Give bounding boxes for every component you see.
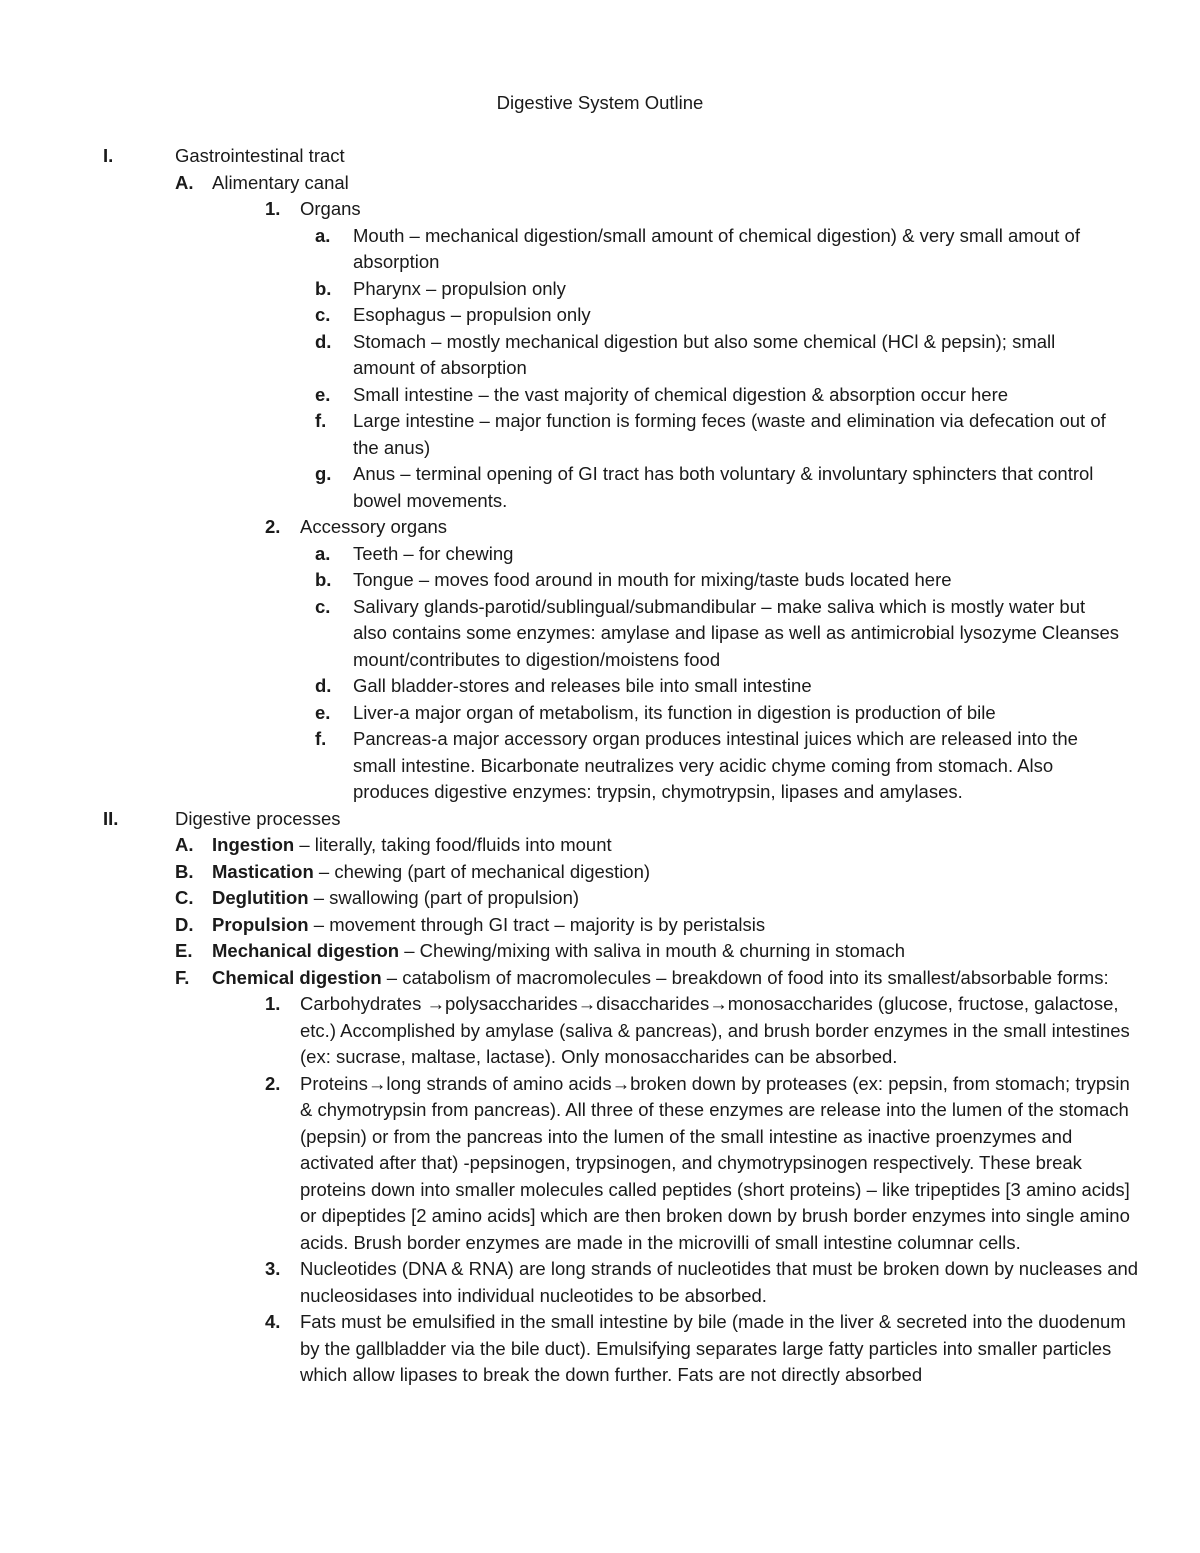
outline-marker: b. bbox=[315, 569, 332, 590]
outline-text bbox=[212, 859, 1140, 886]
outline-item-level-2 bbox=[0, 832, 1200, 859]
outline-definition: – literally, taking food/fluids into mount bbox=[294, 834, 612, 855]
outline-text: Alimentary canal bbox=[212, 171, 349, 193]
outline-item-level-4 bbox=[0, 567, 1200, 594]
outline-text: Mouth – mechanical digestion/small amount of chemical digestion) & very small amout of absorption bbox=[353, 224, 1080, 272]
outline-text: Large intestine – major function is forming feces (waste and elimination via defecation out of the anus) bbox=[353, 410, 1106, 458]
outline-marker: 1. bbox=[265, 993, 281, 1014]
outline-term: Propulsion bbox=[212, 913, 309, 935]
outline-text: Accessory organs bbox=[300, 516, 448, 537]
outline-item-level-4 bbox=[0, 700, 1200, 727]
outline-marker: 1. bbox=[265, 198, 281, 219]
outline-marker: A. bbox=[175, 171, 194, 193]
outline-item-level-2 bbox=[0, 965, 1200, 992]
outline-item-level-3 bbox=[0, 514, 1200, 541]
outline-marker: F. bbox=[175, 966, 190, 988]
outline-definition: – chewing (part of mechanical digestion) bbox=[313, 860, 651, 882]
outline-text: Digestive processes bbox=[175, 807, 341, 829]
outline-item-level-2 bbox=[0, 170, 1200, 197]
outline-item-level-2 bbox=[0, 912, 1200, 939]
outline-item-level-1 bbox=[0, 806, 1200, 833]
outline-item-level-4 bbox=[0, 276, 1200, 303]
outline-text: Pancreas-a major accessory organ produces intestinal juices which are released into the small intestine. Bicarbonate neutralizes very acidic chyme coming from stomach. Also produces digestive enzymes: trypsin, chymotrypsin, lipases and amylases. bbox=[353, 728, 1078, 802]
outline-text: Carbohydrates →polysaccharides→disaccharides→monosaccharides (glucose, fructose, galactose, etc.) Accomplished by amylase (saliva & pancreas), and brush border enzymes in the small intestines (ex: sucrase, maltase, lactase). Only monosaccharides can be absorbed. bbox=[300, 993, 1130, 1067]
outline-definition: – catabolism of macromolecules – breakdown of food into its smallest/absorbable forms: bbox=[381, 966, 1109, 988]
outline-marker: A. bbox=[175, 834, 194, 855]
outline-marker: c. bbox=[315, 304, 331, 325]
outline-marker: a. bbox=[315, 542, 331, 564]
outline-text: Pharynx – propulsion only bbox=[353, 277, 566, 299]
outline-item-level-4 bbox=[0, 408, 1200, 461]
outline-text: Small intestine – the vast majority of chemical digestion & absorption occur here bbox=[353, 383, 1009, 405]
outline-term: Mastication bbox=[212, 860, 314, 882]
document-title: Digestive System Outline bbox=[496, 92, 704, 113]
outline-marker: 2. bbox=[265, 516, 281, 537]
outline-marker: d. bbox=[315, 675, 332, 696]
outline-text: Esophagus – propulsion only bbox=[353, 304, 591, 325]
outline-marker: I. bbox=[103, 145, 114, 166]
outline-definition: – movement through GI tract – majority is by peristalsis bbox=[308, 913, 766, 935]
outline-item-level-4 bbox=[0, 541, 1200, 568]
outline-term: Chemical digestion bbox=[212, 966, 382, 988]
outline-marker: d. bbox=[315, 330, 332, 352]
outline-term: Mechanical digestion bbox=[212, 940, 400, 961]
outline-marker: e. bbox=[315, 701, 331, 723]
outline-item-level-4 bbox=[0, 329, 1200, 382]
outline-item-level-3 bbox=[0, 1309, 1200, 1389]
outline-marker: a. bbox=[315, 224, 331, 246]
outline-item-level-4 bbox=[0, 223, 1200, 276]
outline-item-level-3 bbox=[0, 196, 1200, 223]
outline-item-level-4 bbox=[0, 594, 1200, 674]
outline-marker: f. bbox=[315, 728, 327, 749]
outline-item-level-4 bbox=[0, 302, 1200, 329]
outline-text bbox=[212, 885, 1140, 912]
outline-item-level-1 bbox=[0, 143, 1200, 170]
outline-item-level-3 bbox=[0, 1071, 1200, 1257]
outline-item-level-4 bbox=[0, 461, 1200, 514]
outline-marker: b. bbox=[315, 277, 332, 299]
outline-marker: 4. bbox=[265, 1311, 281, 1332]
outline-text: Gastrointestinal tract bbox=[175, 145, 345, 166]
outline-text: Anus – terminal opening of GI tract has both voluntary & involuntary sphincters that control bowel movements. bbox=[353, 463, 1094, 511]
outline-definition: – Chewing/mixing with saliva in mouth & churning in stomach bbox=[399, 940, 906, 961]
outline-item-level-2 bbox=[0, 859, 1200, 886]
outline-marker: g. bbox=[315, 463, 332, 484]
outline-text: Teeth – for chewing bbox=[353, 542, 514, 564]
outline-text: Liver-a major organ of metabolism, its function in digestion is production of bile bbox=[353, 701, 996, 723]
outline-item-level-2 bbox=[0, 885, 1200, 912]
outline-marker: 3. bbox=[265, 1258, 281, 1279]
outline-text bbox=[212, 912, 1140, 939]
outline-item-level-4 bbox=[0, 382, 1200, 409]
outline-marker: 2. bbox=[265, 1072, 281, 1094]
outline-item-level-4 bbox=[0, 673, 1200, 700]
outline-marker: C. bbox=[175, 887, 194, 908]
outline-text bbox=[212, 938, 1140, 965]
outline-text: Proteins→long strands of amino acids→broken down by proteases (ex: pepsin, from stomach; trypsin & chymotrypsin from pancreas). All three of these enzymes are release into the lumen of the stomach (pepsin) or from the pancreas into the lumen of the small intestine as inactive proenzymes and activated after that) -pepsinogen, trypsinogen, and chymotrypsinogen respectively. These break proteins down into smaller molecules called peptides (short proteins) – like tripeptides [3 amino acids] or dipeptides [2 amino acids] which are then broken down by brush border enzymes into single amino acids. Brush border enzymes are made in the microvilli of small intestine columnar cells. bbox=[300, 1072, 1130, 1253]
outline-list bbox=[0, 143, 1200, 1389]
outline-marker: D. bbox=[175, 913, 194, 935]
outline-text: Organs bbox=[300, 198, 361, 219]
outline-marker: f. bbox=[315, 410, 327, 431]
outline-item-level-2 bbox=[0, 938, 1200, 965]
outline-item-level-3 bbox=[0, 991, 1200, 1071]
outline-text bbox=[212, 965, 1140, 992]
outline-text: Stomach – mostly mechanical digestion but also some chemical (HCl & pepsin); small amount of absorption bbox=[353, 330, 1056, 378]
outline-marker: E. bbox=[175, 940, 193, 961]
outline-marker: II. bbox=[103, 807, 119, 829]
outline-term: Deglutition bbox=[212, 887, 309, 908]
outline-text: Salivary glands-parotid/sublingual/submandibular – make saliva which is mostly water but also contains some enzymes: amylase and lipase as well as antimicrobial lysozyme Cleanses mount/contributes to digestion/moistens food bbox=[353, 595, 1120, 670]
outline-text: Fats must be emulsified in the small intestine by bile (made in the liver & secreted into the duodenum by the gallbladder via the bile duct). Emulsifying separates large fatty particles into smaller particles which allow lipases to break the down further. Fats are not directly absorbed bbox=[300, 1311, 1126, 1385]
outline-term: Ingestion bbox=[212, 834, 295, 855]
outline-text: Tongue – moves food around in mouth for mixing/taste buds located here bbox=[353, 569, 952, 590]
outline-text: Gall bladder-stores and releases bile into small intestine bbox=[353, 675, 812, 696]
outline-text bbox=[212, 832, 1140, 859]
outline-item-level-3 bbox=[0, 1256, 1200, 1309]
outline-text: Nucleotides (DNA & RNA) are long strands of nucleotides that must be broken down by nucleases and nucleosidases into individual nucleotides to be absorbed. bbox=[300, 1258, 1139, 1306]
outline-marker: e. bbox=[315, 383, 331, 405]
outline-marker: B. bbox=[175, 860, 194, 882]
outline-item-level-4 bbox=[0, 726, 1200, 806]
outline-definition: – swallowing (part of propulsion) bbox=[308, 887, 580, 908]
outline-marker: c. bbox=[315, 595, 331, 617]
